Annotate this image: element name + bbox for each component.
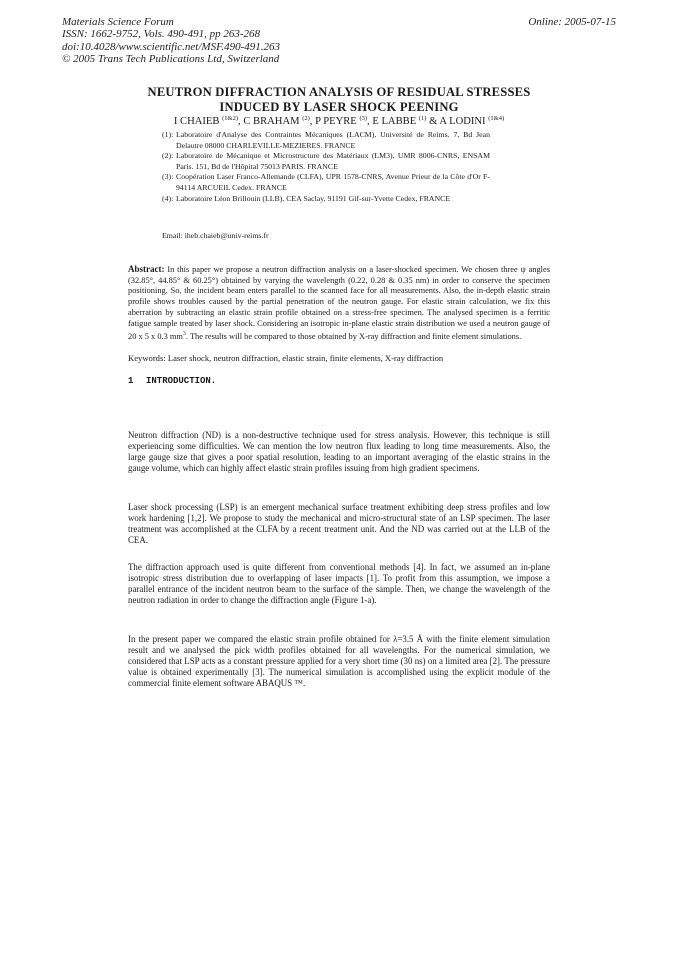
keywords: Keywords: Laser shock, neutron diffraction, elastic strain, finite elements, X-ray diffraction bbox=[128, 353, 444, 363]
affiliation bbox=[162, 194, 490, 205]
affiliation-number: (1): bbox=[162, 130, 174, 139]
author-separator: , bbox=[309, 116, 316, 127]
author-affiliation-mark: (1&4) bbox=[488, 115, 505, 122]
abstract-label: Abstract: bbox=[128, 264, 165, 274]
body-paragraph: In the present paper we compared the elastic strain profile obtained for λ=3.5 Å with the finite element simulation result and we analysed the pick width profiles obtained for all wavelengths. For the numerical simulation, we considered that LSP acts as a constant pressure applied for a very short time (30 ns) on a limited area [2]. The pressure value is obtained experimentally [3]. The numerical simulation is accomplished using the explicit module of the commercial finite element software ABAQUS ™. bbox=[128, 634, 550, 689]
title-line-2: INDUCED BY LASER SHOCK PEENING bbox=[219, 99, 459, 114]
issn-line: ISSN: 1662-9752, Vols. 490-491, pp 263-268 bbox=[62, 28, 260, 41]
author-separator: & bbox=[426, 116, 440, 127]
abstract-text: In this paper we propose a neutron diffraction analysis on a laser-shocked specimen. We chosen three ψ angles (32.85°, 44.85° & 60.25°) obtained by varying the wavelength (0.22, 0.28 & 0.35 nm) in order to conserve the specimen positioning. So, the incident beam enters parallel to the scanned face for all measurements. Also, the in-depth elastic strain profile shows troubles caused by the partial penetration of the neutron gauge. For elastic strain calculation, we fix this aberration by subtracting an elastic strain profile obtained on a stress-free specimen. The analysed specimen is a ferritic fatigue sample treated by laser shock. Considering an isotropic in-plane elastic strain distribution we used a neutron gauge of 20 x 5 x 0.3 mm bbox=[128, 265, 550, 342]
author bbox=[315, 116, 372, 127]
online-date: Online: 2005-07-15 bbox=[528, 16, 616, 28]
author bbox=[174, 116, 243, 127]
affiliation-text: Coopération Laser Franco-Allemande (CLFA), UPR 1578-CNRS, Avenue Prieur de la Côte d'Or F-94114 ARCUEIL Cedex. FRANCE bbox=[176, 172, 490, 192]
section-number: 1 bbox=[128, 376, 134, 386]
abstract bbox=[128, 264, 550, 343]
author-list bbox=[62, 115, 616, 127]
author-affiliation-mark: (2) bbox=[302, 115, 310, 122]
doi-line: doi:10.4028/www.scientific.net/MSF.490-491.263 bbox=[62, 40, 281, 53]
abstract-text-end: . The results will be compared to those obtained by X-ray diffraction and finite element simulations. bbox=[185, 332, 522, 342]
author bbox=[243, 116, 315, 127]
affiliation bbox=[162, 130, 490, 151]
abstract-superscript: 3 bbox=[182, 331, 186, 338]
author-affiliation-mark: (1) bbox=[418, 115, 427, 122]
contact-email: Email: iheb.chaieb@univ-reims.fr bbox=[162, 231, 269, 240]
affiliation bbox=[162, 151, 490, 172]
title-line-1: NEUTRON DIFFRACTION ANALYSIS OF RESIDUAL STRESSES bbox=[147, 85, 531, 99]
body-paragraph: The diffraction approach used is quite different from conventional methods [4]. In fact, we assumed an in-plane isotropic stress distribution due to overlapping of laser impacts [1]. To profit from this assumption, we impose a parallel entrance of the incident neutron beam to the surface of the sample. Then, we change the wavelength of the neutron radiation in order to change the diffraction angle (Figure 1-a). bbox=[128, 562, 550, 606]
body-paragraph: Neutron diffraction (ND) is a non-destructive technique used for stress analysis. However, this technique is still experiencing some difficulties. We can mention the low neutron flux leading to long time measurements. Also, the large gauge size that gives a poor spatial resolution, leading to an important averaging of the elastic strains in the gauge volume, which can highly affect elastic strain profiles issuing from high gradient specimens. bbox=[128, 430, 550, 474]
paper-title bbox=[62, 85, 616, 114]
affiliation-number: (2): bbox=[162, 151, 174, 161]
section-heading bbox=[128, 376, 216, 386]
author-separator: , bbox=[238, 116, 244, 127]
affiliation-number: (4): bbox=[162, 193, 174, 203]
body-paragraph: Laser shock processing (LSP) is an emergent mechanical surface treatment exhibiting deep stress profiles and low work hardening [1,2]. We propose to study the mechanical and micro-structural state of an LSP specimen. The laser treatment was accomplished at the CLFA by a recent treatment unit. And the ND was carried out at the LLB of the CEA. bbox=[128, 502, 550, 546]
author-separator: , bbox=[367, 116, 373, 127]
author-name: P PEYRE bbox=[315, 116, 357, 127]
author-name: C BRAHAM bbox=[243, 116, 300, 127]
affiliation-number: (3): bbox=[162, 172, 174, 182]
affiliation-text: Laboratoire d'Analyse des Contraintes Mécaniques (LACM), Université de Reims. 7, Bd Jean Delautre 08000 CHARLEVILLE-MEZIERES. FRANCE bbox=[176, 130, 490, 150]
affiliation-list bbox=[162, 130, 490, 204]
affiliation bbox=[162, 172, 490, 193]
author-name: E LABBE bbox=[372, 116, 417, 127]
affiliation-text: Laboratoire de Mécanique et Microstructure des Matériaux (LM3), UMR 8006-CNRS, ENSAM Paris. 151, Bd de l'Hôpital 75013 PARIS. FRANCE bbox=[176, 151, 490, 171]
affiliation-text: Laboratoire Léon Brillouin (LLB), CEA Saclay, 91191 Gif-sur-Yvette Cedex, FRANCE bbox=[176, 193, 451, 203]
author bbox=[372, 116, 439, 127]
journal-name: Materials Science Forum bbox=[62, 16, 174, 28]
section-title: INTRODUCTION. bbox=[146, 376, 217, 386]
author-affiliation-mark: (3) bbox=[359, 115, 368, 122]
running-header bbox=[62, 16, 280, 66]
copyright-line: © 2005 Trans Tech Publications Ltd, Switzerland bbox=[62, 53, 280, 66]
author-name: A LODINI bbox=[439, 116, 486, 127]
author-name: I CHAIEB bbox=[173, 116, 220, 127]
author bbox=[439, 116, 504, 127]
author-affiliation-mark: (1&2) bbox=[222, 115, 239, 122]
